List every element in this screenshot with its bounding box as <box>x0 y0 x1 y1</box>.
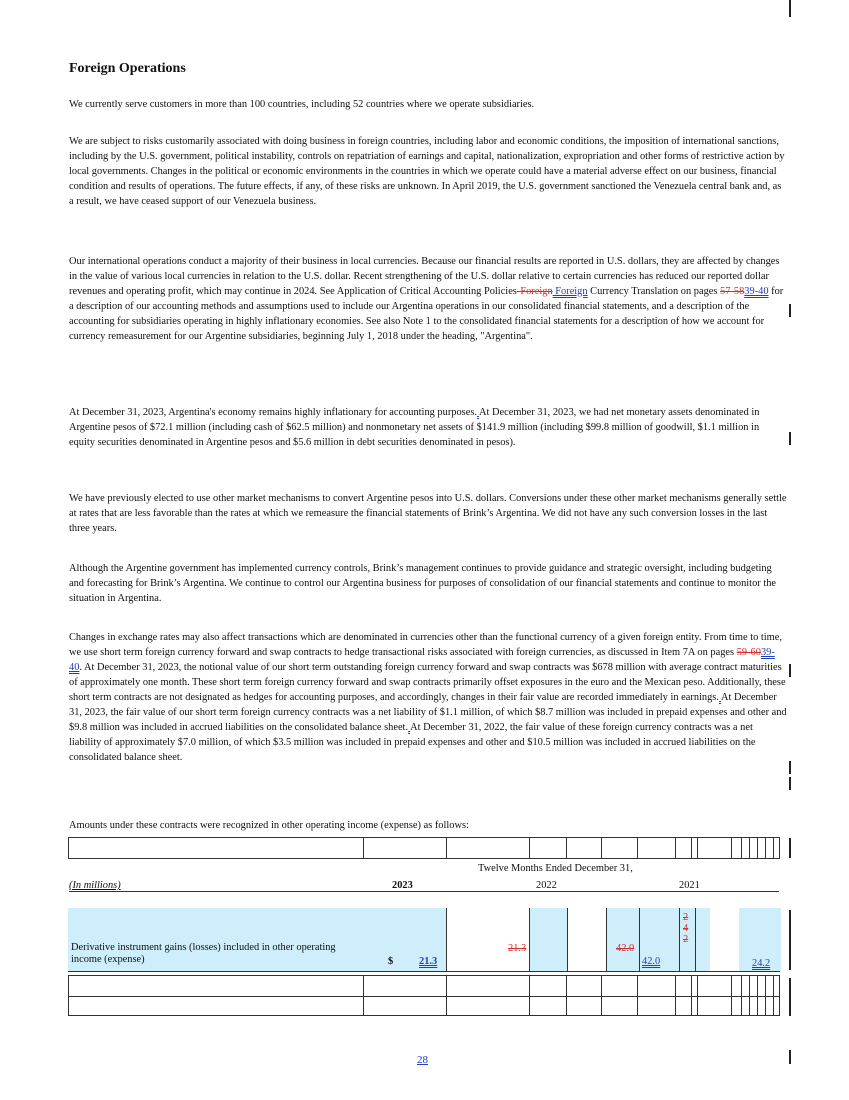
change-bar <box>789 978 791 1016</box>
paragraph-conversions: We have previously elected to use other market mechanisms to convert Argentine pesos into U.S. dollars. Conversions under these other market mechanisms generally settle at rates that are less favorable than the rates at which we remeasure the financial statements of Brink’s Argentina. We did not have any such conversion losses in the last three years. <box>69 493 787 534</box>
inserted-text: 39-40 <box>744 286 769 297</box>
paragraph-controls: Although the Argentine government has implemented currency controls, Brink’s management continues to provide guidance and strategic oversight, including budgeting and forecasting for Brink’s Argentina. We continue to control our Argentina business for purposes of consolidation of our financial statements and continue to monitor the situation in Argentina. <box>69 563 777 604</box>
paragraph-table-intro: Amounts under these contracts were recognized in other operating income (expense) as follows: <box>69 820 469 831</box>
paragraph-subsidiaries: We currently serve customers in more than 100 countries, including 52 countries where we operate subsidiaries. <box>69 99 535 110</box>
deleted-text: 57-58 <box>720 286 745 297</box>
row-highlight <box>530 908 567 972</box>
value-2022-deleted: 21.3 <box>508 943 527 954</box>
dollar-sign: $ <box>388 956 394 967</box>
change-bar <box>789 777 791 790</box>
paragraph-risks: We are subject to risks customarily associated with doing business in foreign countries, including labor and economic conditions, the imposition of international sanctions, including by the U.S. government, political instability, controls on repatriation of earnings and capital, nationalization, expropriation and other forms of restrictive action by local governments. Changes in the political or economic environments in the countries in which we operate could have a material adverse effect on our business, financial condition and results of operations. The future effects, if any, of these risks are unknown. In April 2019, the U.S. government sanctioned the Venezuela central bank and, as a result, we have ceased support of our Venezuela business. <box>69 136 785 207</box>
deleted-text: -Foreign <box>516 286 553 297</box>
row-label-derivative-gains: Derivative instrument gains (losses) included in other operating income (expense) <box>71 942 336 965</box>
inserted-text: 39-40 <box>69 647 775 673</box>
stacked-deleted-digits: 2 4 2 <box>683 912 689 945</box>
paragraph-currencies: Our international operations conduct a majority of their business in local currencies. Because our financial results are reported in U.S. dollars, they are affected by changes in the value of various local currencies in relation to the U.S. dollar. Recent strengthening of the U.S. dollar relative to certain currencies has reduced our reported dollar revenues and operating profit, which may continue in 2024. See Application of Critical Accounting Policies-Foreign Foreign Currency Translation on pages 57-5839-40 for a description of our accounting methods and assumptions used to include our Argentina operations in our consolidated financial statements, and a description of the accounting for subsidiaries operating in highly inflationary economies. See also Note 1 to the consolidated financial statements for a description of how we account for currency remeasurement for our Argentine subsidiaries, beginning July 1, 2018 under the heading, "Argentina". <box>69 256 784 342</box>
value-2023: 21.3 <box>419 956 438 967</box>
change-bar <box>789 910 791 970</box>
table-empty-row <box>68 975 780 997</box>
paragraph-argentina: At December 31, 2023, Argentina's economy remains highly inflationary for accounting purposes. At December 31, 2023, we had net monetary assets denominated in Argentine pesos of $72.1 million (including cash of $62.5 million) and nonmonetary net assets of $141.9 million (including $99.8 million of goodwill, $1.1 million in equity securities denominated in Argentine pesos and $5.6 million in debt securities denominated in pesos). <box>69 407 760 448</box>
table-period-header: Twelve Months Ended December 31, <box>478 863 633 874</box>
column-header-2023: 2023 <box>392 880 413 891</box>
paragraph-exchange-rates: Changes in exchange rates may also affect transactions which are denominated in currencies other than the functional currency of a given foreign entity. From time to time, we use short term foreign currency forward and swap contracts to hedge transactional risks associated with foreign currencies, as discussed in Item 7A on pages 59-6039-40. At December 31, 2023, the notional value of our short term outstanding foreign currency forward and swap contracts was $678 million with average contract maturities of approximately one month. These short term foreign currency forward and swap contracts primarily offset exposures in the euro and the Mexican peso. Additionally, these short term contracts are not designated as hedges for accounting purposes, and accordingly, changes in their fair value are recorded immediately in earnings. At December 31, 2023, the fair value of our short term foreign currency contracts was a net liability of $1.1 million, of which $8.7 million was included in prepaid expenses and other and $9.8 million was included in accrued liabilities on the consolidated balance sheet. At December 31, 2022, the fair value of these foreign currency contracts was a net liability of approximately $7.0 million, of which $3.5 million was included in prepaid expenses and other and $10.5 million was included in accrued liabilities on the consolidated balance sheet. <box>69 632 787 763</box>
change-bar <box>789 838 791 858</box>
change-bar <box>789 304 791 317</box>
header-rule <box>69 891 779 892</box>
table-units-label: (In millions) <box>69 880 121 891</box>
change-bar <box>789 0 791 17</box>
change-bar <box>789 664 791 677</box>
value-2021-deleted: 42.0 <box>616 943 635 954</box>
change-bar <box>789 432 791 445</box>
table-empty-row <box>68 996 780 1016</box>
change-bar <box>789 761 791 774</box>
change-bar <box>789 1050 791 1064</box>
column-header-2022: 2022 <box>536 880 557 891</box>
inserted-text: Foreign <box>552 286 588 297</box>
section-heading: Foreign Operations <box>69 61 186 76</box>
value-2021-total-inserted: 24.2 <box>752 958 771 969</box>
deleted-text: 59-60 <box>736 647 761 658</box>
column-header-2021: 2021 <box>679 880 700 891</box>
table-empty-row <box>68 837 780 859</box>
page-number-link[interactable]: 28 <box>417 1054 428 1066</box>
value-2021-inserted: 42.0 <box>642 956 661 967</box>
